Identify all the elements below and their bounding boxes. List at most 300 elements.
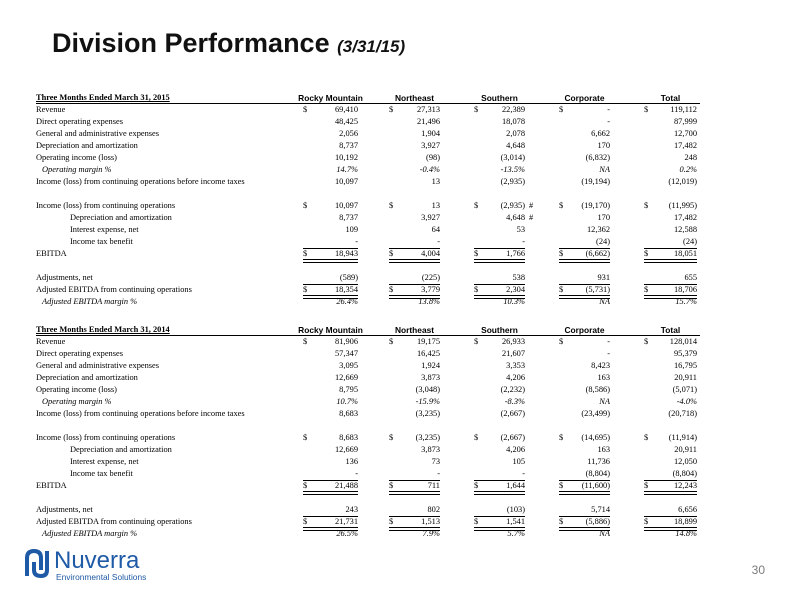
currency-sign: $ [559, 433, 564, 442]
currency-sign: $ [474, 105, 479, 114]
column-header: Northeast [394, 325, 435, 335]
total-top-rule [474, 284, 525, 285]
value-cell: 14.7% [336, 165, 358, 174]
value-cell: - [522, 469, 525, 478]
currency-sign: $ [303, 481, 308, 490]
total-double-rule [303, 491, 358, 495]
currency-sign: $ [559, 249, 564, 258]
value-cell: (103) [506, 505, 525, 514]
value-cell: (2,935) [500, 177, 525, 186]
page-title-date: (3/31/15) [337, 37, 406, 56]
table-row [0, 296, 800, 308]
value-cell: 136 [345, 457, 358, 466]
value-cell: 4,206 [506, 445, 525, 454]
row-label: Adjustments, net [36, 505, 93, 514]
value-cell: 2,056 [339, 129, 358, 138]
table-row [0, 432, 800, 444]
value-cell: 12,700 [673, 129, 697, 138]
currency-sign: $ [559, 285, 564, 294]
currency-sign: $ [644, 249, 649, 258]
row-marker: # [529, 213, 534, 222]
value-cell: (6,662) [585, 249, 610, 258]
value-cell: 53 [516, 225, 525, 234]
value-cell: 13.8% [418, 297, 440, 306]
currency-sign: $ [644, 481, 649, 490]
row-label: Interest expense, net [70, 457, 139, 466]
value-cell: 538 [512, 273, 525, 282]
value-cell: 119,112 [670, 105, 697, 114]
currency-sign: $ [474, 481, 479, 490]
value-cell: 8,423 [591, 361, 610, 370]
value-cell: - [355, 469, 358, 478]
value-cell: 4,004 [421, 249, 440, 258]
value-cell: NA [599, 529, 610, 538]
row-label: Income tax benefit [70, 237, 133, 246]
currency-sign: $ [644, 433, 649, 442]
value-cell: 3,095 [339, 361, 358, 370]
value-cell: 21,488 [334, 481, 358, 490]
value-cell: 20,911 [674, 373, 697, 382]
row-label: Interest expense, net [70, 225, 139, 234]
logo-name: Nuverra [54, 547, 140, 574]
value-cell: (11,600) [581, 481, 610, 490]
value-cell: (5,731) [585, 285, 610, 294]
nuverra-logo [24, 548, 184, 582]
value-cell: (2,232) [500, 385, 525, 394]
value-cell: - [607, 105, 610, 114]
currency-sign: $ [474, 517, 479, 526]
value-cell: 64 [431, 225, 440, 234]
table-row [0, 140, 800, 152]
row-label: Depreciation and amortization [36, 373, 138, 382]
currency-sign: $ [474, 285, 479, 294]
section-title: Three Months Ended March 31, 2014 [36, 325, 170, 334]
value-cell: (19,194) [581, 177, 610, 186]
value-cell: -4.0% [676, 397, 697, 406]
column-header: Northeast [394, 93, 435, 103]
value-cell: 7.9% [422, 529, 440, 538]
total-top-rule [644, 516, 697, 517]
value-cell: (23,499) [581, 409, 610, 418]
page-title [52, 28, 405, 59]
value-cell: 8,683 [339, 433, 358, 442]
currency-sign: $ [559, 517, 564, 526]
value-cell: 8,795 [339, 385, 358, 394]
table-row [0, 408, 800, 420]
currency-sign: $ [559, 105, 564, 114]
value-cell: (589) [339, 273, 358, 282]
value-cell: 3,779 [421, 285, 440, 294]
value-cell: 26,933 [501, 337, 525, 346]
table-row [0, 104, 800, 116]
column-header: Southern [481, 325, 518, 335]
value-cell: 19,175 [416, 337, 440, 346]
value-cell: - [607, 337, 610, 346]
value-cell: 15.7% [675, 297, 697, 306]
value-cell: 10.3% [503, 297, 525, 306]
row-label: Operating income (loss) [36, 385, 117, 394]
table-2015 [0, 92, 800, 332]
value-cell: 69,410 [334, 105, 358, 114]
row-label: Income (loss) from continuing operations [36, 433, 176, 442]
value-cell: 12,588 [673, 225, 697, 234]
value-cell: (2,935) [500, 201, 525, 210]
value-cell: 22,389 [501, 105, 525, 114]
value-cell: (3,014) [500, 153, 525, 162]
value-cell: 12,050 [673, 457, 697, 466]
row-label: Operating margin % [42, 397, 112, 406]
total-double-rule [644, 491, 697, 495]
value-cell: 95,379 [673, 349, 697, 358]
value-cell: 1,541 [506, 517, 525, 526]
value-cell: 3,353 [506, 361, 525, 370]
value-cell: 4,648 [506, 141, 525, 150]
value-cell: 1,513 [421, 517, 440, 526]
total-top-rule [644, 480, 697, 481]
row-label: Direct operating expenses [36, 117, 123, 126]
row-label: Direct operating expenses [36, 349, 123, 358]
total-double-rule [474, 259, 525, 263]
value-cell: 170 [597, 141, 610, 150]
column-header: Southern [481, 93, 518, 103]
currency-sign: $ [644, 517, 649, 526]
value-cell: 21,607 [501, 349, 525, 358]
value-cell: 11,736 [587, 457, 610, 466]
value-cell: (3,048) [415, 385, 440, 394]
column-header: Corporate [564, 325, 605, 335]
row-label: General and administrative expenses [36, 361, 160, 370]
total-top-rule [474, 480, 525, 481]
total-top-rule [474, 516, 525, 517]
value-cell: 931 [597, 273, 610, 282]
value-cell: 18,706 [673, 285, 697, 294]
currency-sign: $ [389, 481, 394, 490]
total-top-rule [559, 516, 610, 517]
table-row [0, 372, 800, 384]
value-cell: 5.7% [507, 529, 525, 538]
value-cell: - [355, 237, 358, 246]
value-cell: 13 [431, 177, 440, 186]
table-row [0, 336, 800, 348]
value-cell: 21,496 [416, 117, 440, 126]
logo-tagline: Environmental Solutions [56, 572, 147, 582]
value-cell: 57,347 [334, 349, 358, 358]
value-cell: 12,669 [334, 445, 358, 454]
currency-sign: $ [303, 249, 308, 258]
row-label: Adjusted EBITDA margin % [42, 297, 138, 306]
value-cell: (11,995) [668, 201, 697, 210]
value-cell: 48,425 [334, 117, 358, 126]
column-header: Rocky Mountain [298, 325, 363, 335]
row-label: Income tax benefit [70, 469, 133, 478]
value-cell: (225) [421, 273, 440, 282]
total-top-rule [644, 284, 697, 285]
table-row [0, 164, 800, 176]
value-cell: 26.4% [336, 297, 358, 306]
value-cell: 1,904 [421, 129, 440, 138]
table-2014 [0, 324, 800, 564]
total-top-rule [559, 480, 610, 481]
value-cell: 128,014 [669, 337, 697, 346]
value-cell: 105 [512, 457, 525, 466]
table-row [0, 528, 800, 540]
value-cell: NA [599, 397, 610, 406]
value-cell: (24) [683, 237, 697, 246]
value-cell: (98) [426, 153, 440, 162]
total-double-rule [303, 259, 358, 263]
value-cell: 10,097 [334, 177, 358, 186]
value-cell: 170 [597, 213, 610, 222]
table-row [0, 504, 800, 516]
currency-sign: $ [389, 105, 394, 114]
currency-sign: $ [644, 201, 649, 210]
total-top-rule [559, 284, 610, 285]
currency-sign: $ [389, 249, 394, 258]
column-header: Corporate [564, 93, 605, 103]
value-cell: 655 [684, 273, 697, 282]
value-cell: (8,804) [672, 469, 697, 478]
value-cell: 27,313 [416, 105, 440, 114]
row-label: Depreciation and amortization [70, 445, 172, 454]
value-cell: 6,662 [591, 129, 610, 138]
table-row [0, 348, 800, 360]
total-top-rule [389, 248, 440, 249]
value-cell: - [607, 349, 610, 358]
currency-sign: $ [303, 201, 308, 210]
total-top-rule [559, 248, 610, 249]
value-cell: NA [599, 165, 610, 174]
value-cell: (2,667) [500, 409, 525, 418]
currency-sign: $ [474, 433, 479, 442]
currency-sign: $ [644, 337, 649, 346]
currency-sign: $ [389, 201, 394, 210]
currency-sign: $ [389, 433, 394, 442]
column-header: Total [660, 93, 681, 103]
table-row [0, 360, 800, 372]
value-cell: (14,695) [581, 433, 610, 442]
value-cell: 3,927 [421, 141, 440, 150]
value-cell: 2,078 [506, 129, 525, 138]
value-cell: -13.5% [500, 165, 525, 174]
value-cell: (3,235) [415, 433, 440, 442]
row-label: Income (loss) from continuing operations before income taxes [36, 177, 245, 186]
table-row [0, 128, 800, 140]
table-row [0, 200, 800, 212]
value-cell: 8,737 [339, 141, 358, 150]
currency-sign: $ [559, 201, 564, 210]
table-row [0, 444, 800, 456]
table-row [0, 116, 800, 128]
row-label: Adjusted EBITDA from continuing operations [36, 285, 192, 294]
value-cell: (19,170) [581, 201, 610, 210]
total-double-rule [389, 491, 440, 495]
table-row [0, 384, 800, 396]
value-cell: (24) [596, 237, 610, 246]
total-top-rule [389, 284, 440, 285]
table-row [0, 224, 800, 236]
value-cell: 18,078 [501, 117, 525, 126]
currency-sign: $ [559, 337, 564, 346]
nuverra-logo-icon [24, 548, 50, 578]
table-row [0, 176, 800, 188]
value-cell: 163 [597, 445, 610, 454]
table-row [0, 468, 800, 480]
value-cell: 87,999 [673, 117, 697, 126]
total-top-rule [474, 248, 525, 249]
value-cell: 5,714 [591, 505, 610, 514]
value-cell: 243 [345, 505, 358, 514]
currency-sign: $ [644, 105, 649, 114]
row-label: Adjustments, net [36, 273, 93, 282]
value-cell: 18,051 [673, 249, 697, 258]
currency-sign: $ [303, 285, 308, 294]
currency-sign: $ [303, 337, 308, 346]
table-row [0, 456, 800, 468]
value-cell: 3,927 [421, 213, 440, 222]
value-cell: 4,206 [506, 373, 525, 382]
value-cell: 248 [684, 153, 697, 162]
row-label: Income (loss) from continuing operations [36, 201, 176, 210]
value-cell: - [522, 237, 525, 246]
value-cell: (8,804) [585, 469, 610, 478]
page-title-text: Division Performance [52, 28, 330, 58]
value-cell: 81,906 [334, 337, 358, 346]
value-cell: 2,304 [506, 285, 525, 294]
table-row [0, 236, 800, 248]
row-label: Revenue [36, 337, 66, 346]
row-label: Depreciation and amortization [70, 213, 172, 222]
value-cell: 18,354 [334, 285, 358, 294]
table-row [0, 272, 800, 284]
value-cell: 10,097 [334, 201, 358, 210]
total-top-rule [303, 248, 358, 249]
value-cell: (2,667) [500, 433, 525, 442]
value-cell: 26.5% [336, 529, 358, 538]
value-cell: (20,718) [668, 409, 697, 418]
value-cell: 73 [431, 457, 440, 466]
value-cell: 6,656 [678, 505, 697, 514]
value-cell: 3,873 [421, 373, 440, 382]
row-label: Adjusted EBITDA margin % [42, 529, 138, 538]
total-double-rule [474, 491, 525, 495]
row-label: Income (loss) from continuing operations before income taxes [36, 409, 245, 418]
column-header: Rocky Mountain [298, 93, 363, 103]
value-cell: (5,071) [672, 385, 697, 394]
total-top-rule [389, 516, 440, 517]
total-double-rule [389, 259, 440, 263]
currency-sign: $ [303, 105, 308, 114]
value-cell: 802 [427, 505, 440, 514]
value-cell: -15.9% [415, 397, 440, 406]
value-cell: 10.7% [336, 397, 358, 406]
value-cell: 18,899 [673, 517, 697, 526]
value-cell: (8,586) [585, 385, 610, 394]
row-label: General and administrative expenses [36, 129, 160, 138]
value-cell: 14.8% [675, 529, 697, 538]
value-cell: (5,886) [585, 517, 610, 526]
value-cell: 18,943 [334, 249, 358, 258]
value-cell: 16,795 [673, 361, 697, 370]
value-cell: 1,924 [421, 361, 440, 370]
row-marker: # [529, 201, 534, 210]
value-cell: -0.4% [419, 165, 440, 174]
value-cell: 21,731 [334, 517, 358, 526]
total-double-rule [644, 259, 697, 263]
value-cell: - [437, 469, 440, 478]
total-top-rule [644, 248, 697, 249]
value-cell: - [607, 117, 610, 126]
value-cell: (11,914) [668, 433, 697, 442]
currency-sign: $ [389, 337, 394, 346]
row-label: EBITDA [36, 481, 67, 490]
table-row [0, 396, 800, 408]
total-double-rule [559, 259, 610, 263]
column-header: Total [660, 325, 681, 335]
value-cell: 12,362 [586, 225, 610, 234]
total-top-rule [389, 480, 440, 481]
row-label: Revenue [36, 105, 66, 114]
row-label: Adjusted EBITDA from continuing operations [36, 517, 192, 526]
value-cell: 8,737 [339, 213, 358, 222]
total-top-rule [303, 284, 358, 285]
row-label: Depreciation and amortization [36, 141, 138, 150]
value-cell: 12,669 [334, 373, 358, 382]
row-label: Operating margin % [42, 165, 112, 174]
value-cell: 13 [431, 201, 440, 210]
value-cell: 17,482 [673, 213, 697, 222]
currency-sign: $ [559, 481, 564, 490]
value-cell: 1,644 [506, 481, 525, 490]
value-cell: 16,425 [416, 349, 440, 358]
table-row [0, 212, 800, 224]
currency-sign: $ [389, 285, 394, 294]
total-top-rule [303, 480, 358, 481]
currency-sign: $ [474, 249, 479, 258]
row-label: Operating income (loss) [36, 153, 117, 162]
total-double-rule [559, 491, 610, 495]
value-cell: - [437, 237, 440, 246]
value-cell: -8.3% [504, 397, 525, 406]
currency-sign: $ [474, 337, 479, 346]
value-cell: (3,235) [415, 409, 440, 418]
value-cell: 109 [345, 225, 358, 234]
value-cell: 0.2% [679, 165, 697, 174]
value-cell: 12,243 [673, 481, 697, 490]
currency-sign: $ [474, 201, 479, 210]
value-cell: 17,482 [673, 141, 697, 150]
total-top-rule [303, 516, 358, 517]
currency-sign: $ [303, 433, 308, 442]
currency-sign: $ [303, 517, 308, 526]
table-row [0, 152, 800, 164]
value-cell: 711 [427, 481, 440, 490]
value-cell: (6,832) [585, 153, 610, 162]
value-cell: 8,683 [339, 409, 358, 418]
row-label: EBITDA [36, 249, 67, 258]
value-cell: 163 [597, 373, 610, 382]
value-cell: 1,766 [506, 249, 525, 258]
value-cell: (12,019) [668, 177, 697, 186]
value-cell: 4,648 [506, 213, 525, 222]
page-number: 30 [751, 563, 765, 577]
value-cell: NA [599, 297, 610, 306]
section-title: Three Months Ended March 31, 2015 [36, 93, 170, 102]
value-cell: 10,192 [334, 153, 358, 162]
value-cell: 3,873 [421, 445, 440, 454]
value-cell: 20,911 [674, 445, 697, 454]
currency-sign: $ [644, 285, 649, 294]
currency-sign: $ [389, 517, 394, 526]
